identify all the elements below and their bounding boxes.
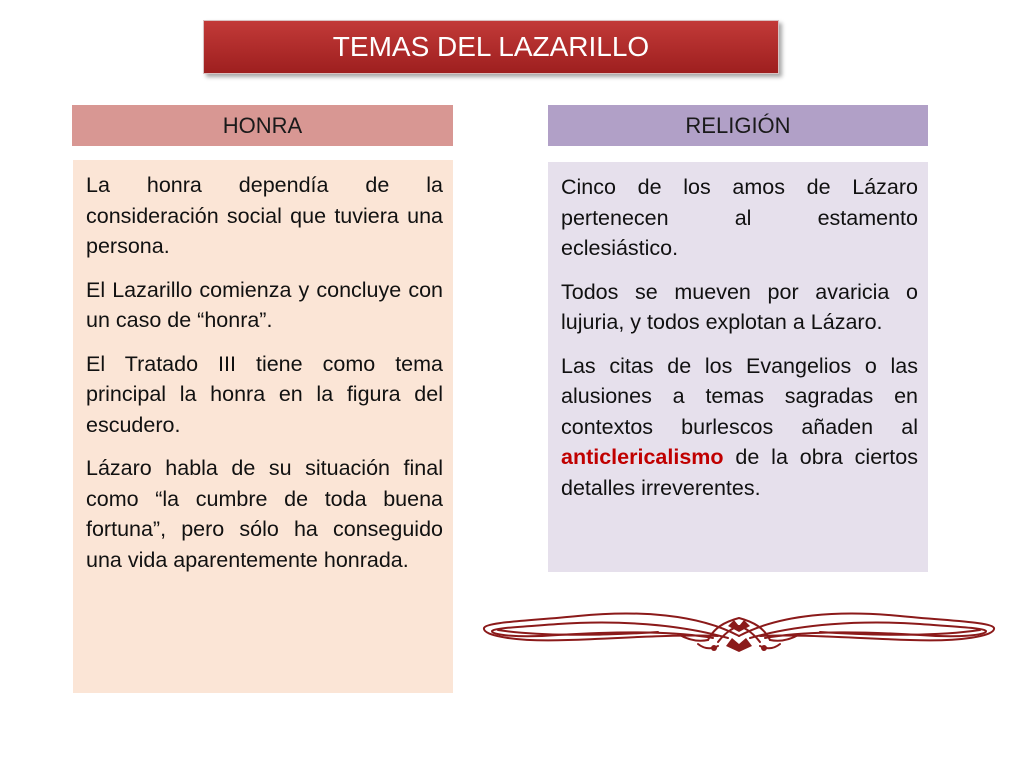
honra-paragraph-1: La honra dependía de la consideración social que tuviera una persona. xyxy=(86,173,443,258)
honra-header: HONRA xyxy=(72,105,453,146)
religion-paragraph-2: Todos se mueven por avaricia o lujuria, y todos explotan a Lázaro. xyxy=(561,279,918,334)
religion-paragraph-1: Cinco de los amos de Lázaro pertenecen al estamento eclesiástico. xyxy=(561,175,918,260)
honra-paragraph-4: Lázaro habla de su situación final como “la cumbre de toda buena fortuna”, pero sólo ha conseguido una vida aparentemente honrada. xyxy=(86,456,443,572)
decorative-flourish-icon xyxy=(478,606,1000,656)
religion-paragraph-3-before: Las citas de los Evangelios o las alusiones a temas sagradas en contextos burlescos añaden al xyxy=(561,353,918,439)
honra-box xyxy=(73,160,453,693)
religion-header: RELIGIÓN xyxy=(548,105,928,146)
title-banner xyxy=(203,20,779,74)
religion-box xyxy=(548,162,928,572)
honra-paragraph-3: El Tratado III tiene como tema principal la honra en la figura del escudero. xyxy=(86,351,443,437)
honra-paragraph-2: El Lazarillo comienza y concluye con un caso de “honra”. xyxy=(86,277,443,332)
anticlericalismo-highlight: anticlericalismo xyxy=(561,445,724,469)
religion-paragraph-3 xyxy=(561,351,918,504)
slide-title: TEMAS DEL LAZARILLO xyxy=(203,20,779,74)
religion-paragraph-3-after: de la obra ciertos detalles irreverentes. xyxy=(561,445,918,500)
